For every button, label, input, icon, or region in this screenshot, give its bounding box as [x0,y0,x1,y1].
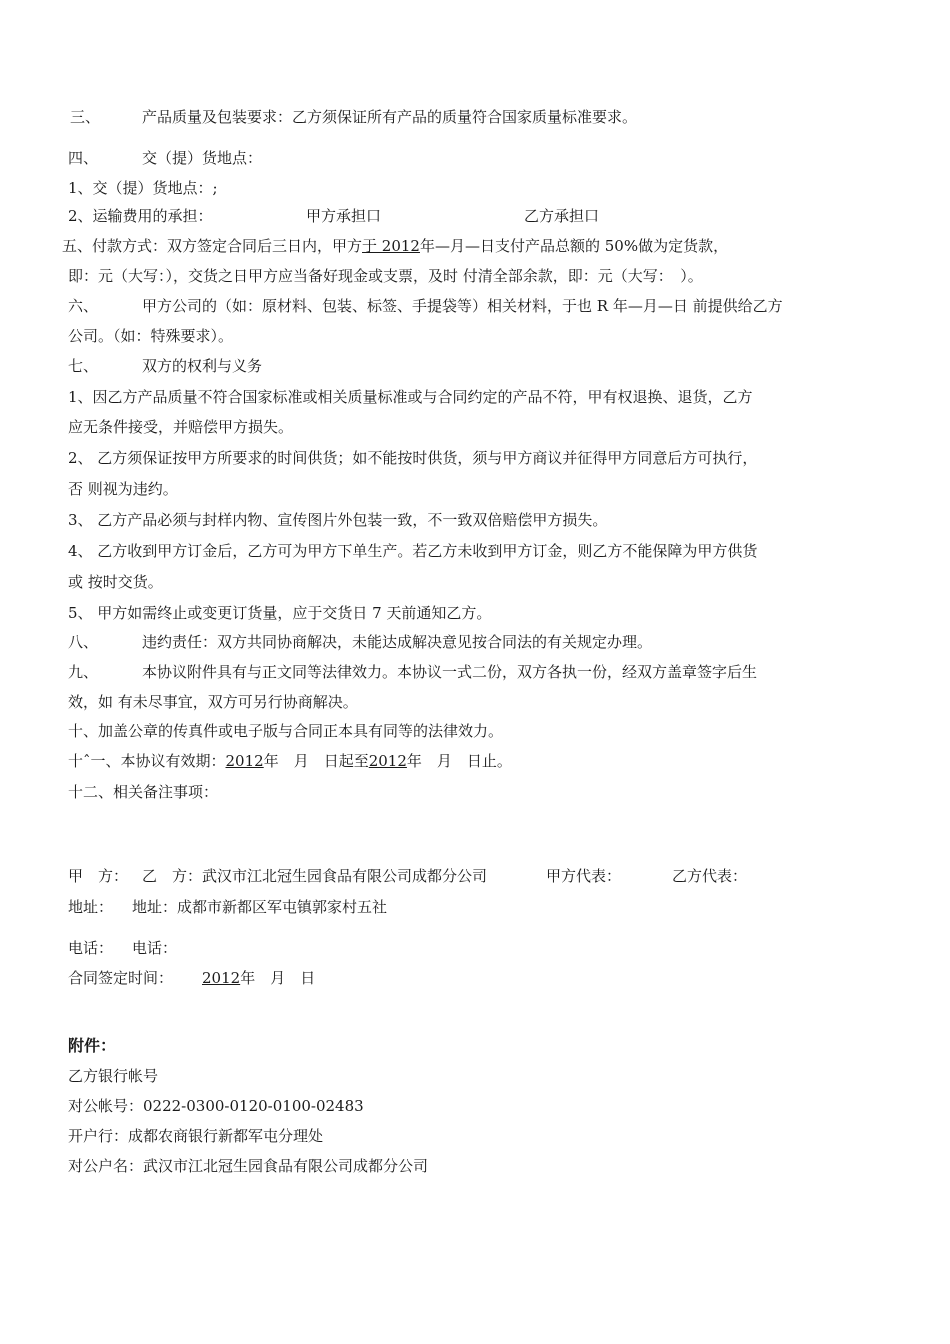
option-party-b-bears: 乙方承担口 [524,207,600,225]
corporate-account-number: 对公帐号：0222-0300-0120-0100-02483 [68,1097,364,1115]
section-7-item-4-line-1: 4、 乙方收到甲方订金后，乙方可为甲方下单生产。若乙方未收到甲方订金，则乙方不能保障为甲方供货 [68,542,758,560]
section-12: 十二、相关备注事项： [68,783,219,801]
section-7-item-2-line-2: 否 则视为违约。 [68,480,178,498]
account-name: 对公户名：武汉市江北冠生园食品有限公司成都分公司 [68,1157,429,1175]
section-7: 七、 双方的权利与义务 [68,357,263,375]
section-9-line-1: 九、 本协议附件具有与正文同等法律效力。本协议一式二份，双方各执一份，经双方盖章签字后生 [68,663,758,681]
section-7-item-4-line-2: 或 按时交货。 [68,573,163,591]
section-5-line-2: 即：元（大写：），交货之日甲方应当备好现金或支票，及时 付清全部余款，即：元（大写： ）。 [68,267,703,285]
bank-account-title: 乙方银行帐号 [68,1067,159,1085]
phone-a-label: 电话： [68,939,114,957]
attachment-title: 附件： [68,1036,117,1055]
section-5-line-1: 五、付款方式：双方签定合同后三日内，甲方于 2012年—月—日支付产品总额的 50%做为定货款， [62,237,729,255]
rep-a-label: 甲方代表： [546,867,622,885]
section-7-item-3: 3、 乙方产品必须与封样内物、宣传图片外包装一致，不一致双倍赔偿甲方损失。 [68,511,608,529]
section-9-line-2: 效，如 有未尽事宜，双方可另行协商解决。 [68,693,358,711]
signature-address [68,897,387,917]
section-3: 三、 产品质量及包装要求：乙方须保证所有产品的质量符合国家质量标准要求。 [70,108,638,126]
section-4-item-1: 1、交（提）货地点：; [68,179,218,197]
signature-parties [68,866,747,886]
section-4-item-2: 2、运输费用的承担： 甲方承担口 乙方承担口 [68,207,600,225]
section-7-item-1-line-2: 应无条件接受，并赔偿甲方损失。 [68,418,294,436]
section-7-item-5: 5、 甲方如需终止或变更订货量，应于交货日 7 天前通知乙方。 [68,604,492,622]
party-b-label: 乙 方：武汉市江北冠生园食品有限公司成都分公司 [142,867,488,885]
section-6-line-1: 六、 甲方公司的（如：原材料、包装、标签、手提袋等）相关材料，于也 R 年—月—日 前提供给乙方 [68,297,783,315]
section-10: 十、加盖公章的传真件或电子版与合同正本具有同等的法律效力。 [68,722,504,740]
rep-b-label: 乙方代表： [672,867,748,885]
signature-phone [68,938,177,958]
signing-date: 合同签定时间： 2012年 月 日 [68,969,316,987]
section-4: 四、 交（提）货地点： [68,149,263,167]
opening-bank: 开户行：成都农商银行新都军屯分理处 [68,1127,324,1145]
section-8: 八、 违约责任：双方共同协商解决，未能达成解决意见按合同法的有关规定办理。 [68,633,653,651]
address-a-label: 地址： [68,898,114,916]
section-11: 十ˆ一、本协议有效期：2012年 月 日起至2012年 月 日止。 [68,752,512,770]
section-6-line-2: 公司。（如：特殊要求）。 [68,327,234,345]
section-7-item-2-line-1: 2、 乙方须保证按甲方所要求的时间供货；如不能按时供货，须与甲方商议并征得甲方同意后方可执行， [68,449,758,467]
party-a-label: 甲 方： [68,867,129,885]
phone-b-label: 电话： [132,939,178,957]
address-b: 地址：成都市新都区军屯镇郭家村五社 [132,898,388,916]
option-party-a-bears: 甲方承担口 [306,207,382,225]
section-7-item-1-line-1: 1、因乙方产品质量不符合国家标准或相关质量标准或与合同约定的产品不符，甲有权退换、退货，乙方 [68,388,753,406]
